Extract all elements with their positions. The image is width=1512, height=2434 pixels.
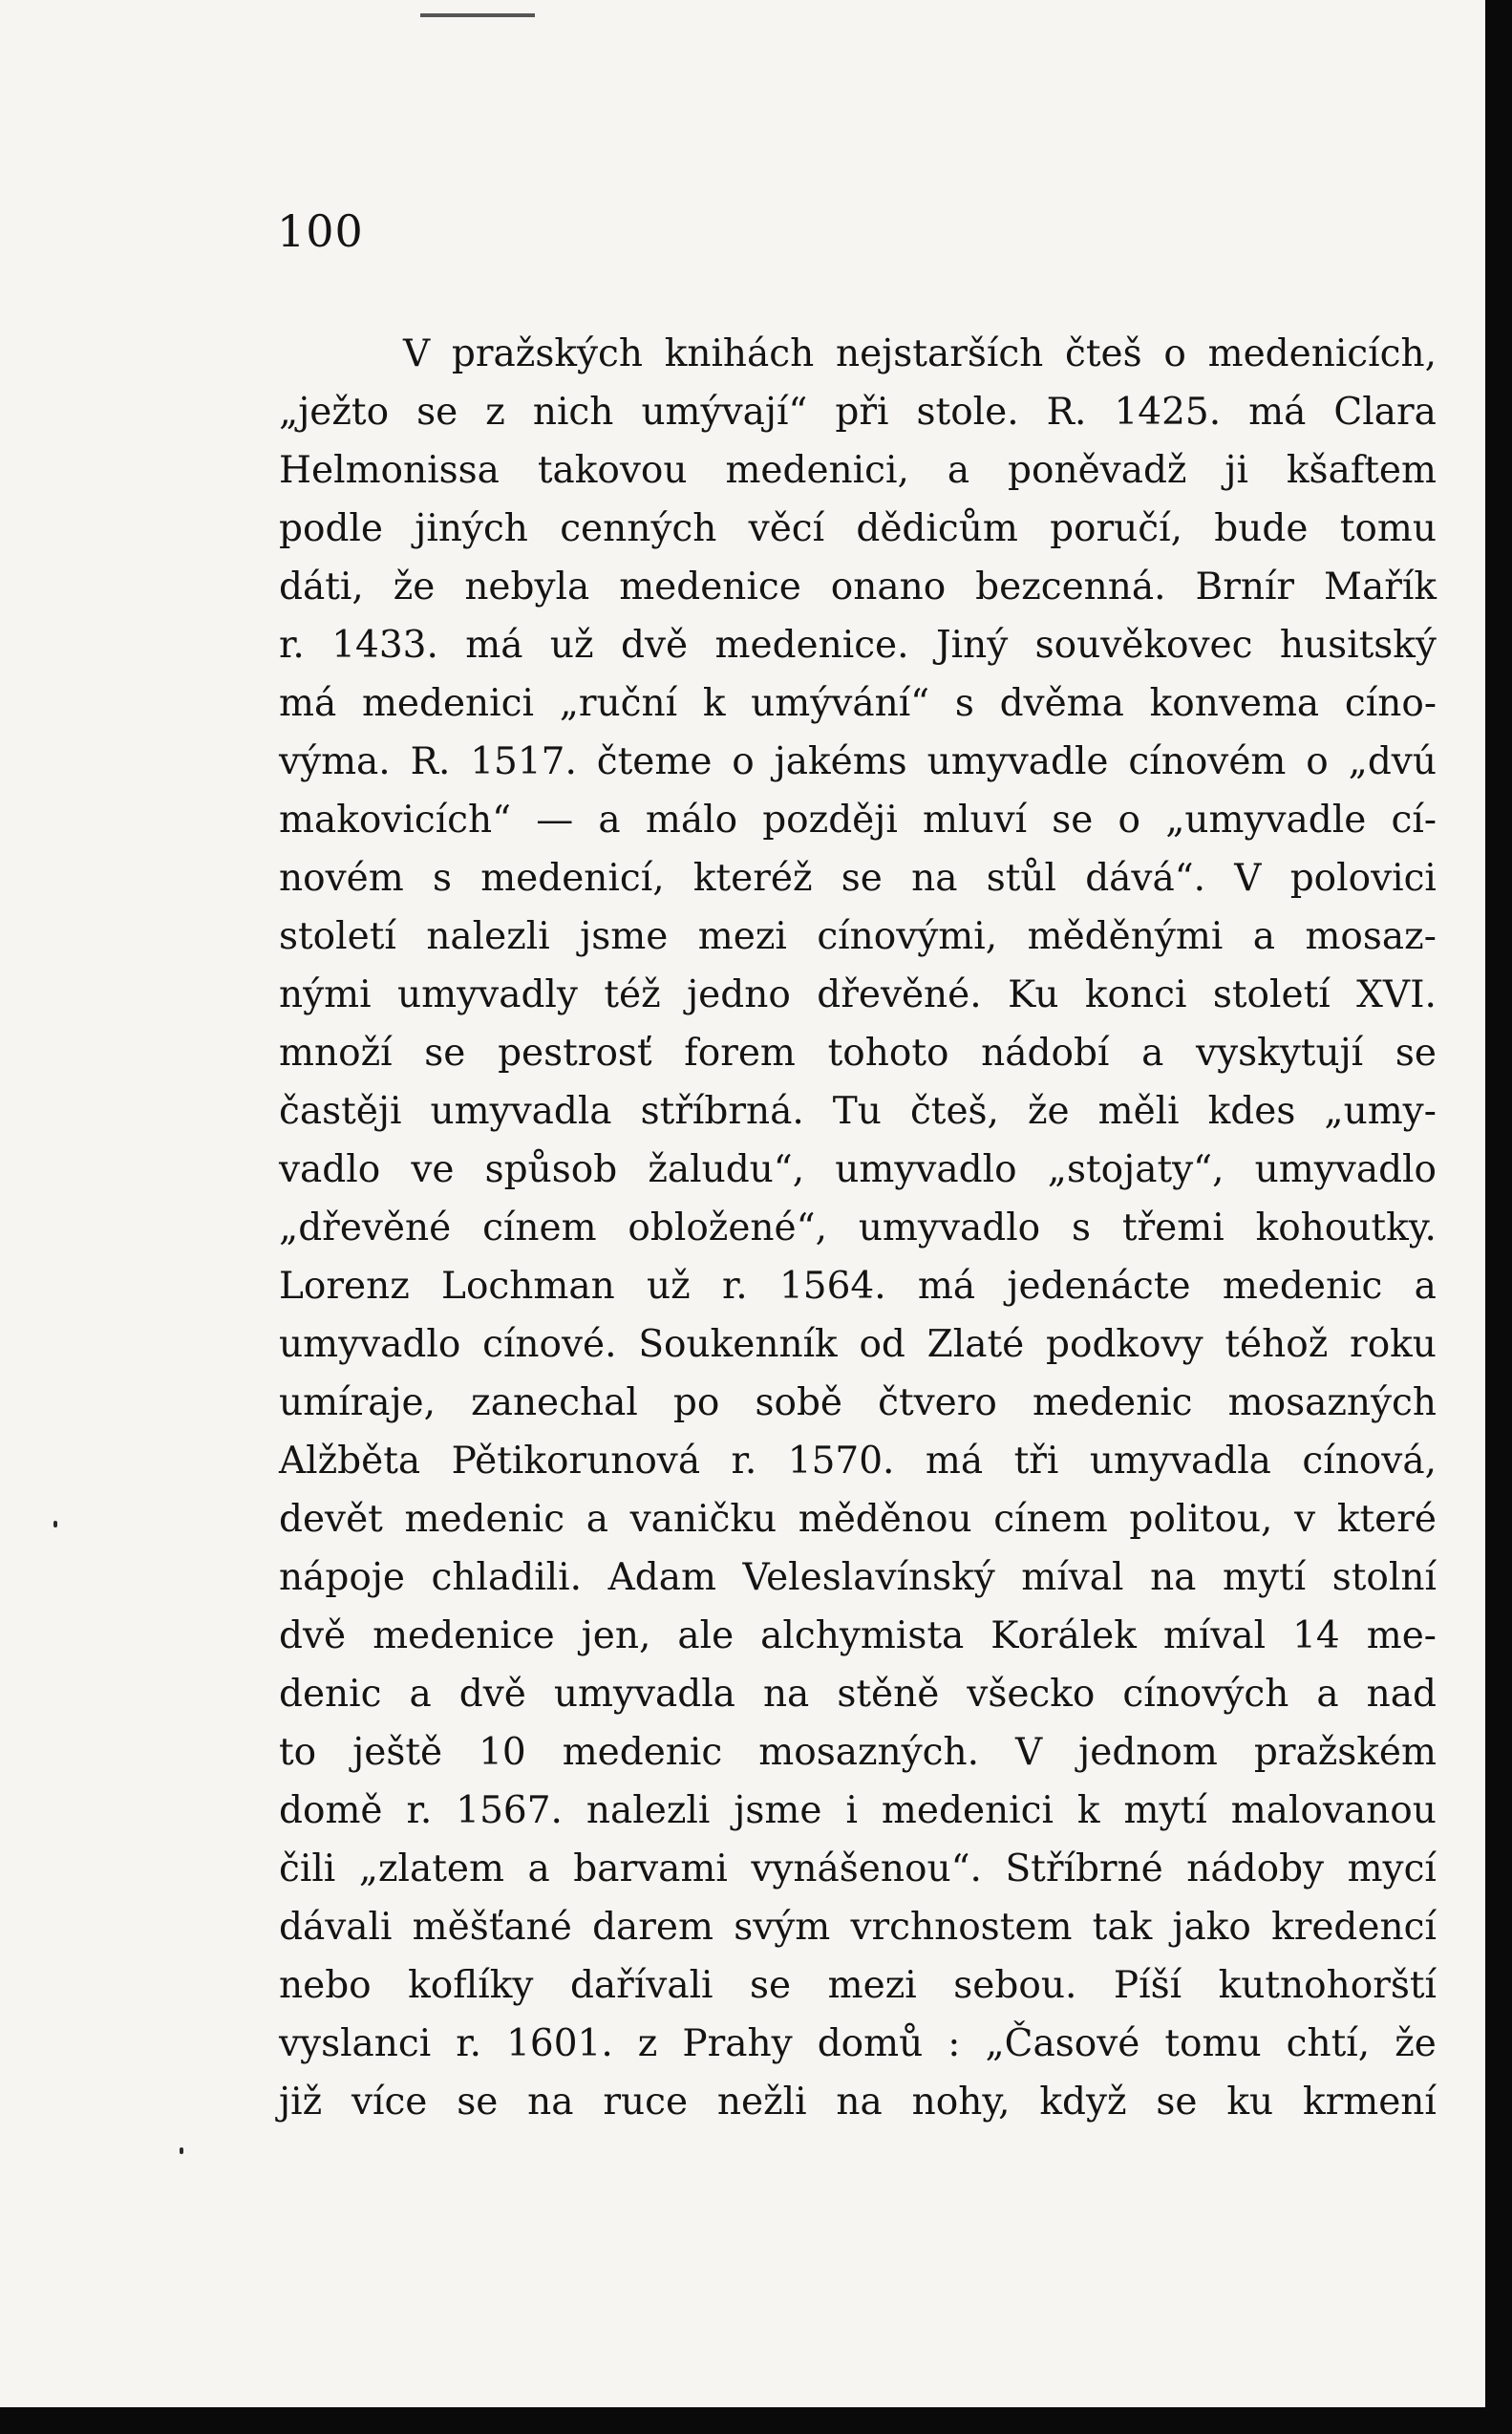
text-line: vyslanci r. 1601. z Prahy domů : „Časové tomu chtí, že [279,2022,1437,2065]
text-line: vadlo ve spůsob žaludu“, umyvadlo „stojaty“, umyvadlo [279,1148,1437,1191]
text-line: dvě medenice jen, ale alchymista Korálek míval 14 me- [279,1614,1437,1657]
text-line: to ještě 10 medenic mosazných. V jednom pražském [279,1731,1437,1774]
text-line: novém s medenicí, kteréž se na stůl dává“. V polovici [279,857,1437,900]
text-line: častěji umyvadla stříbrná. Tu čteš, že měli kdes „umy- [279,1090,1437,1133]
text-line: nápoje chladili. Adam Veleslavínský míval na mytí stolní [279,1556,1437,1599]
body-text [279,325,1437,2131]
text-line: „ježto se z nich umývají“ při stole. R. 1425. má Clara [279,391,1437,434]
text-line: má medenici „ruční k umývání“ s dvěma konvema cíno- [279,682,1437,725]
text-line: denic a dvě umyvadla na stěně všecko cínových a nad [279,1673,1437,1716]
scan-mark [420,13,535,17]
text-line: umyvadlo cínové. Soukenník od Zlaté podkovy téhož roku [279,1323,1437,1366]
text-line: podle jiných cenných věcí dědicům poručí, bude tomu [279,507,1437,550]
text-line: množí se pestrosť forem tohoto nádobí a vyskytují se [279,1032,1437,1075]
text-line: dáti, že nebyla medenice onano bezcenná. Brnír Mařík [279,566,1437,608]
text-line: již více se na ruce nežli na nohy, když se ku krmení [279,2081,1437,2124]
text-line: r. 1433. má už dvě medenice. Jiný souvěkovec husitský [279,624,1437,667]
page-number: 100 [277,205,364,257]
text-line: V pražských knihách nejstarších čteš o medenicích, [403,332,1437,375]
text-line: Alžběta Pětikorunová r. 1570. má tři umyvadla cínová, [279,1440,1437,1483]
text-line: umíraje, zanechal po sobě čtvero medenic mosazných [279,1381,1437,1424]
text-line: století nalezli jsme mezi cínovými, měděnými a mosaz- [279,915,1437,958]
text-line: nými umyvadly též jedno dřevěné. Ku konci století XVI. [279,973,1437,1016]
scan-speck [180,2147,183,2154]
text-line: výma. R. 1517. čteme o jakéms umyvadle cínovém o „dvú [279,740,1437,783]
text-line: devět medenic a vaničku měděnou cínem politou, v které [279,1498,1437,1541]
text-line: Helmonissa takovou medenici, a poněvadž ji kšaftem [279,449,1437,492]
text-line: čili „zlatem a barvami vynášenou“. Stříbrné nádoby mycí [279,1847,1437,1890]
text-line: makovicích“ — a málo později mluví se o „umyvadle cí- [279,799,1437,842]
scan-speck [53,1521,57,1527]
text-line: nebo koflíky dařívali se mezi sebou. Píší kutnohorští [279,1964,1437,2007]
text-line: dávali měšťané darem svým vrchnostem tak jako kredencí [279,1906,1437,1949]
text-line: „dřevěné cínem obložené“, umyvadlo s třemi kohoutky. [279,1206,1437,1249]
text-line: Lorenz Lochman už r. 1564. má jedenácte medenic a [279,1265,1437,1308]
text-line: domě r. 1567. nalezli jsme i medenici k mytí malovanou [279,1789,1437,1832]
